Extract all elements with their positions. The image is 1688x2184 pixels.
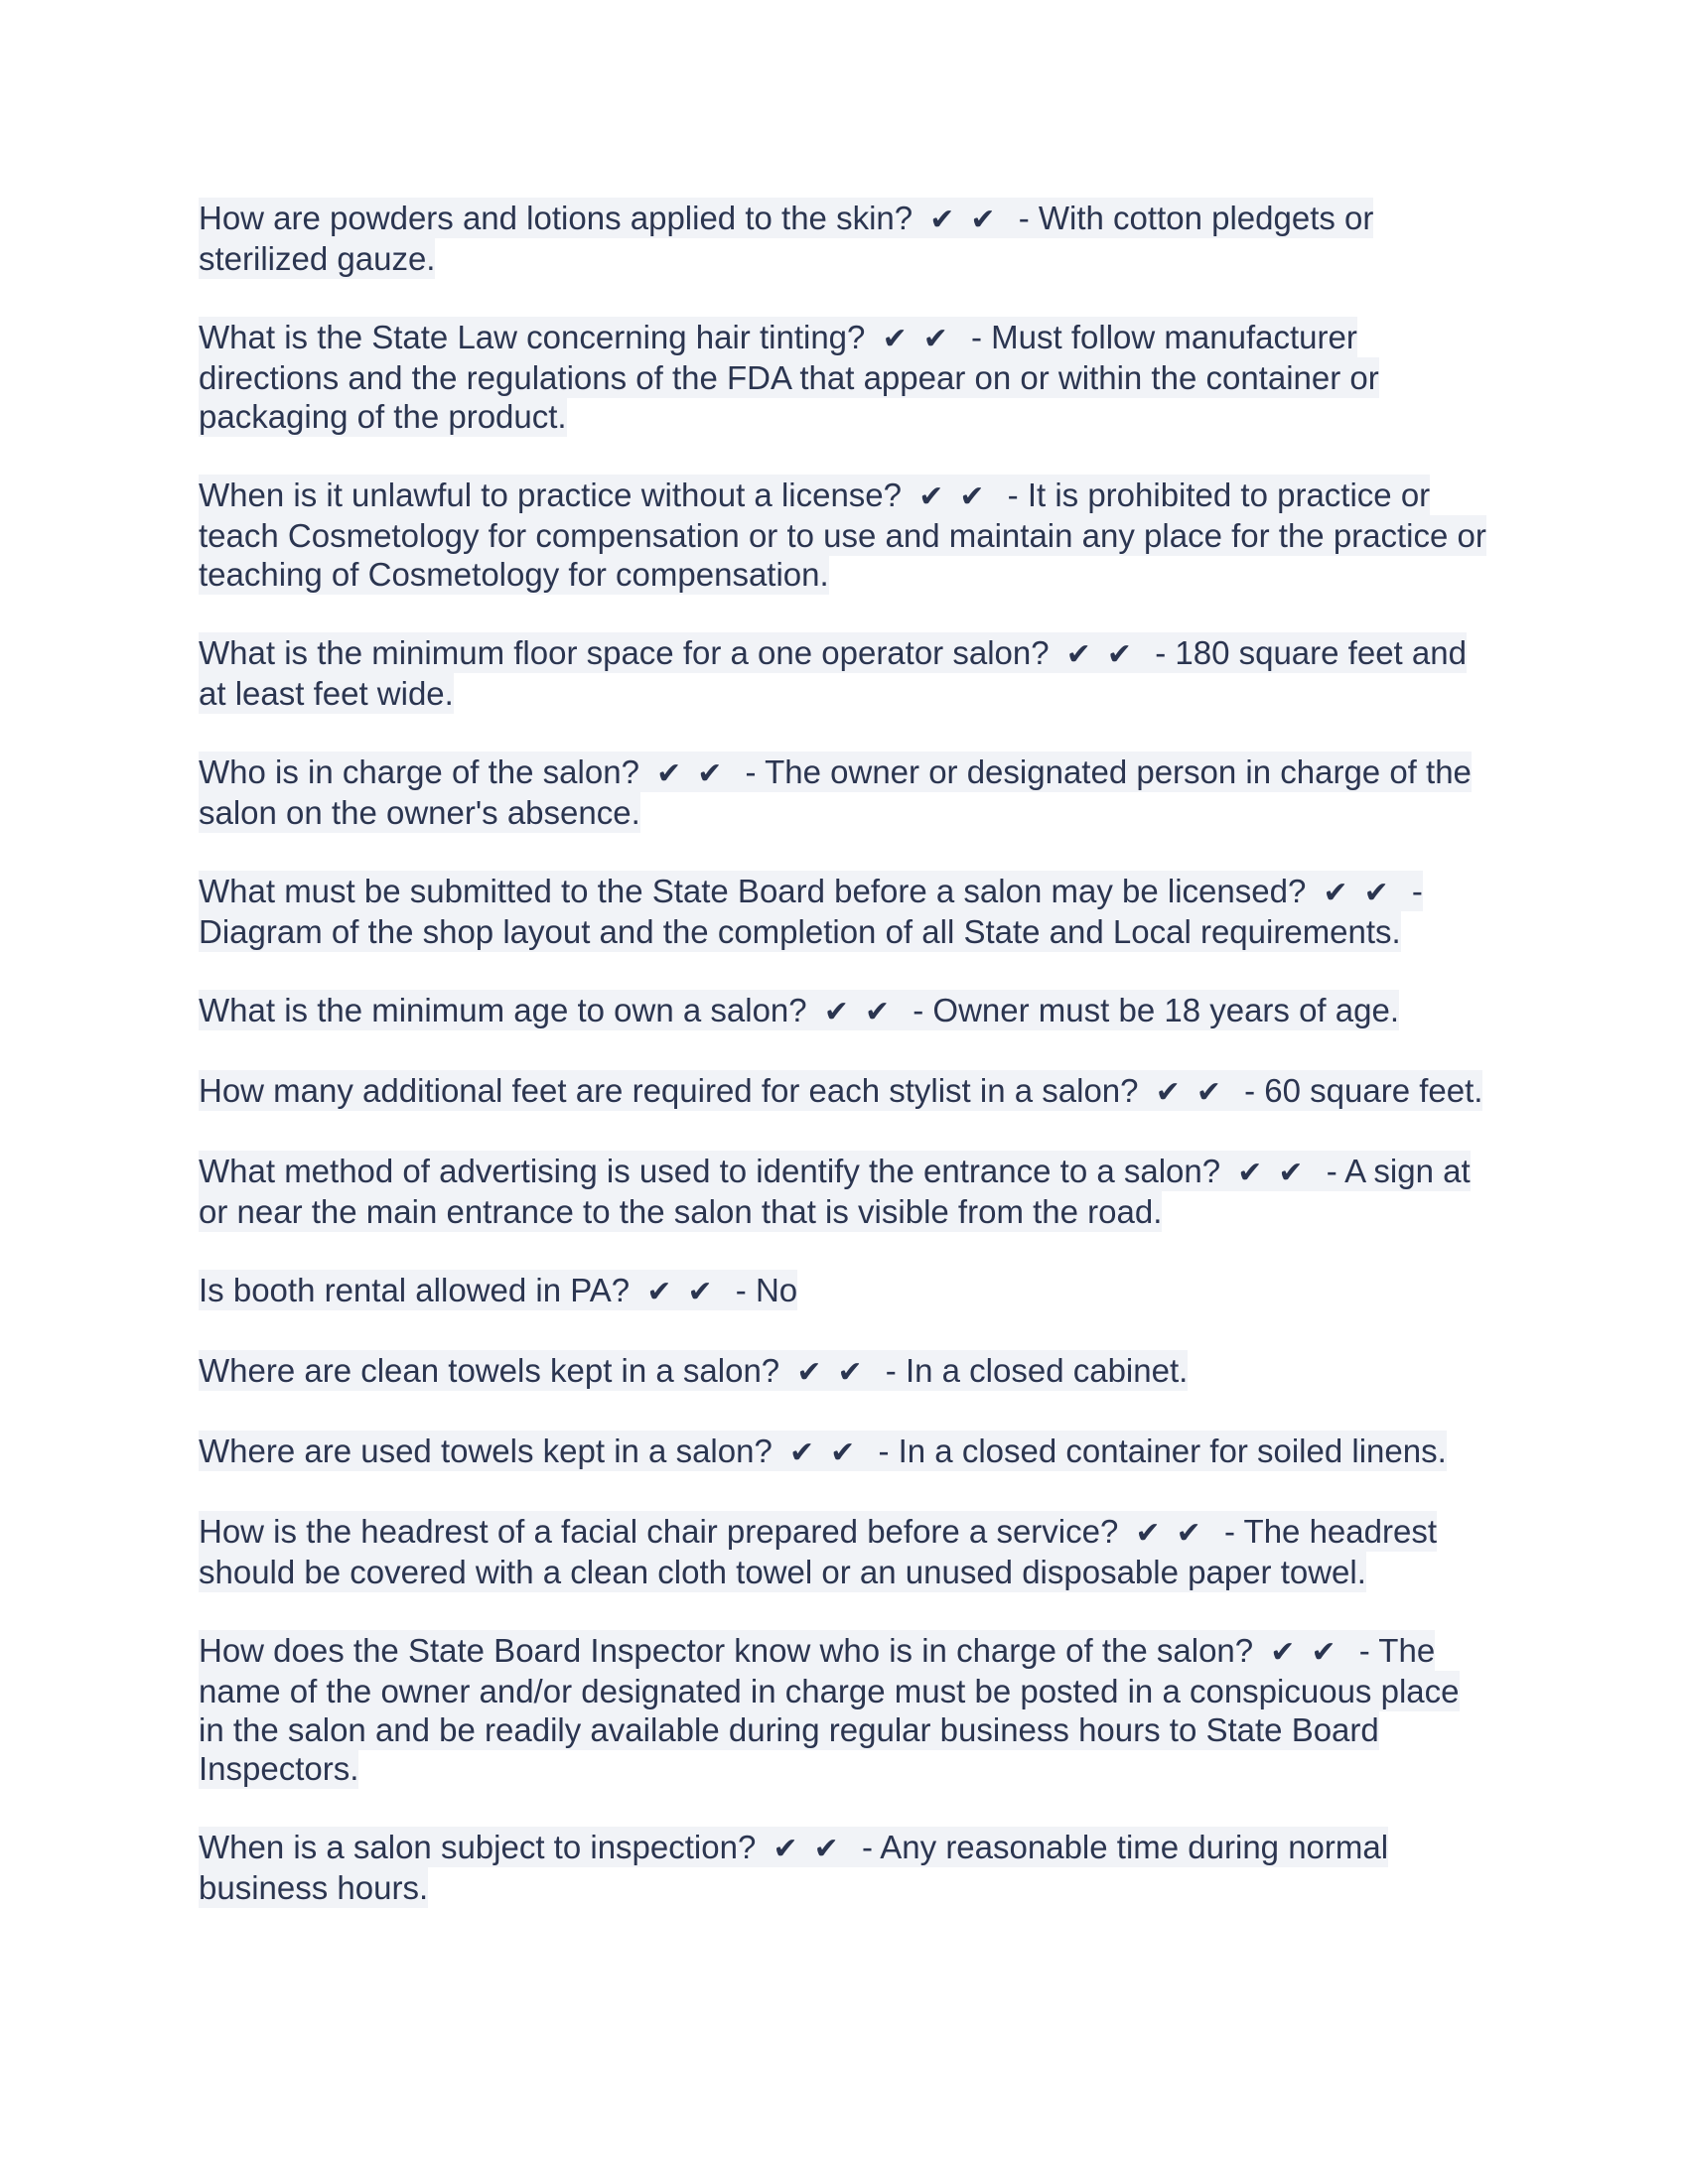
checkmark-icon: ✔ (1155, 1075, 1181, 1110)
qa-item (199, 1071, 1489, 1112)
checkmark-icon: ✔ (1176, 1516, 1201, 1551)
qa-item (199, 1631, 1489, 1788)
question-text: Where are clean towels kept in a salon? (199, 1352, 780, 1389)
qa-list (199, 199, 1489, 1947)
qa-item (199, 318, 1489, 436)
answer-text: - In a closed cabinet. (885, 1352, 1189, 1389)
qa-item (199, 991, 1489, 1031)
checkmark-icon: ✔ (656, 756, 682, 791)
question-text: What method of advertising is used to identify the entrance to a salon? (199, 1153, 1221, 1189)
question-text: How does the State Board Inspector know who is in charge of the salon? (199, 1632, 1254, 1669)
qa-item (199, 476, 1489, 594)
answer-text: - A sign at or near the main entrance to the salon that is visible from the road. (199, 1153, 1471, 1230)
answer-text: - 180 square feet and at least feet wide. (199, 634, 1467, 712)
checkmark-icon: ✔ (1323, 876, 1348, 910)
answer-text: - Owner must be 18 years of age. (913, 992, 1399, 1028)
qa-highlight (199, 317, 1379, 437)
question-text: What is the minimum age to own a salon? (199, 992, 807, 1028)
question-text: Who is in charge of the salon? (199, 753, 639, 790)
checkmark-icon: ✔ (1278, 1156, 1304, 1190)
qa-item (199, 1432, 1489, 1472)
checkmark-icon: ✔ (813, 1832, 839, 1866)
answer-text: - 60 square feet. (1244, 1072, 1483, 1109)
checkmark-icon: ✔ (1237, 1156, 1263, 1190)
checkmark-icon: ✔ (1135, 1516, 1161, 1551)
qa-item (199, 1351, 1489, 1392)
qa-highlight (199, 1630, 1460, 1789)
question-text: When is it unlawful to practice without a license? (199, 477, 903, 513)
question-text: When is a salon subject to inspection? (199, 1829, 757, 1865)
answer-text: - It is prohibited to practice or teach Cosmetology for compensation or to use and maintain any place for the practice or teaching of Cosmetology for compensation. (199, 477, 1486, 593)
checkmark-icon: ✔ (970, 203, 996, 237)
answer-text: - The owner or designated person in charge of the salon on the owner's absence. (199, 753, 1472, 831)
checkmark-icon: ✔ (789, 1435, 815, 1470)
checkmark-icon: ✔ (1270, 1635, 1296, 1670)
qa-highlight (199, 1270, 797, 1310)
checkmark-icon: ✔ (959, 479, 985, 514)
checkmark-icon: ✔ (929, 203, 955, 237)
checkmark-icon: ✔ (1065, 637, 1091, 672)
qa-highlight (199, 751, 1472, 833)
answer-text: - Any reasonable time during normal business hours. (199, 1829, 1389, 1906)
answer-text: - No (735, 1272, 798, 1308)
question-text: What is the minimum floor space for a one operator salon? (199, 634, 1050, 671)
qa-highlight (199, 990, 1399, 1030)
qa-item (199, 199, 1489, 278)
checkmark-icon: ✔ (1311, 1635, 1336, 1670)
qa-item (199, 1271, 1489, 1311)
checkmark-icon: ✔ (697, 756, 723, 791)
qa-item (199, 1512, 1489, 1591)
answer-text: - With cotton pledgets or sterilized gauze. (199, 200, 1374, 277)
checkmark-icon: ✔ (1106, 637, 1133, 672)
checkmark-icon: ✔ (773, 1832, 798, 1866)
question-text: Where are used towels kept in a salon? (199, 1433, 773, 1469)
answer-text: - Diagram of the shop layout and the completion of all State and Local requirements. (199, 873, 1423, 950)
checkmark-icon: ✔ (882, 322, 908, 356)
checkmark-icon: ✔ (796, 1355, 822, 1390)
answer-text: - The headrest should be covered with a clean cloth towel or an unused disposable paper towel. (199, 1513, 1437, 1590)
answer-text: - The name of the owner and/or designated in charge must be posted in a conspicuous place in the salon and be readily available during regular business hours to State Board Inspectors. (199, 1632, 1460, 1787)
qa-item (199, 872, 1489, 951)
qa-item (199, 1152, 1489, 1231)
question-text: What must be submitted to the State Board before a salon may be licensed? (199, 873, 1307, 909)
question-text: What is the State Law concerning hair tinting? (199, 319, 866, 355)
qa-highlight (199, 1431, 1447, 1471)
answer-text: - In a closed container for soiled linens. (878, 1433, 1447, 1469)
qa-highlight (199, 871, 1423, 952)
qa-highlight (199, 632, 1467, 714)
qa-highlight (199, 1070, 1482, 1111)
checkmark-icon: ✔ (687, 1275, 713, 1309)
checkmark-icon: ✔ (918, 479, 944, 514)
qa-item (199, 633, 1489, 713)
checkmark-icon: ✔ (837, 1355, 863, 1390)
qa-highlight (199, 475, 1486, 595)
checkmark-icon: ✔ (1196, 1075, 1221, 1110)
question-text: How many additional feet are required for each stylist in a salon? (199, 1072, 1139, 1109)
qa-item (199, 752, 1489, 832)
checkmark-icon: ✔ (646, 1275, 672, 1309)
qa-highlight (199, 1151, 1471, 1232)
checkmark-icon: ✔ (823, 995, 849, 1029)
qa-highlight (199, 1350, 1188, 1391)
answer-text: - Must follow manufacturer directions and the regulations of the FDA that appear on or within the container or packaging of the product. (199, 319, 1379, 435)
checkmark-icon: ✔ (830, 1435, 856, 1470)
checkmark-icon: ✔ (922, 322, 948, 356)
qa-highlight (199, 1511, 1437, 1592)
question-text: How is the headrest of a facial chair prepared before a service? (199, 1513, 1119, 1550)
question-text: How are powders and lotions applied to the skin? (199, 200, 914, 236)
qa-highlight (199, 1827, 1388, 1908)
question-text: Is booth rental allowed in PA? (199, 1272, 631, 1308)
qa-item (199, 1828, 1489, 1907)
qa-highlight (199, 198, 1373, 279)
checkmark-icon: ✔ (1363, 876, 1389, 910)
checkmark-icon: ✔ (864, 995, 891, 1029)
